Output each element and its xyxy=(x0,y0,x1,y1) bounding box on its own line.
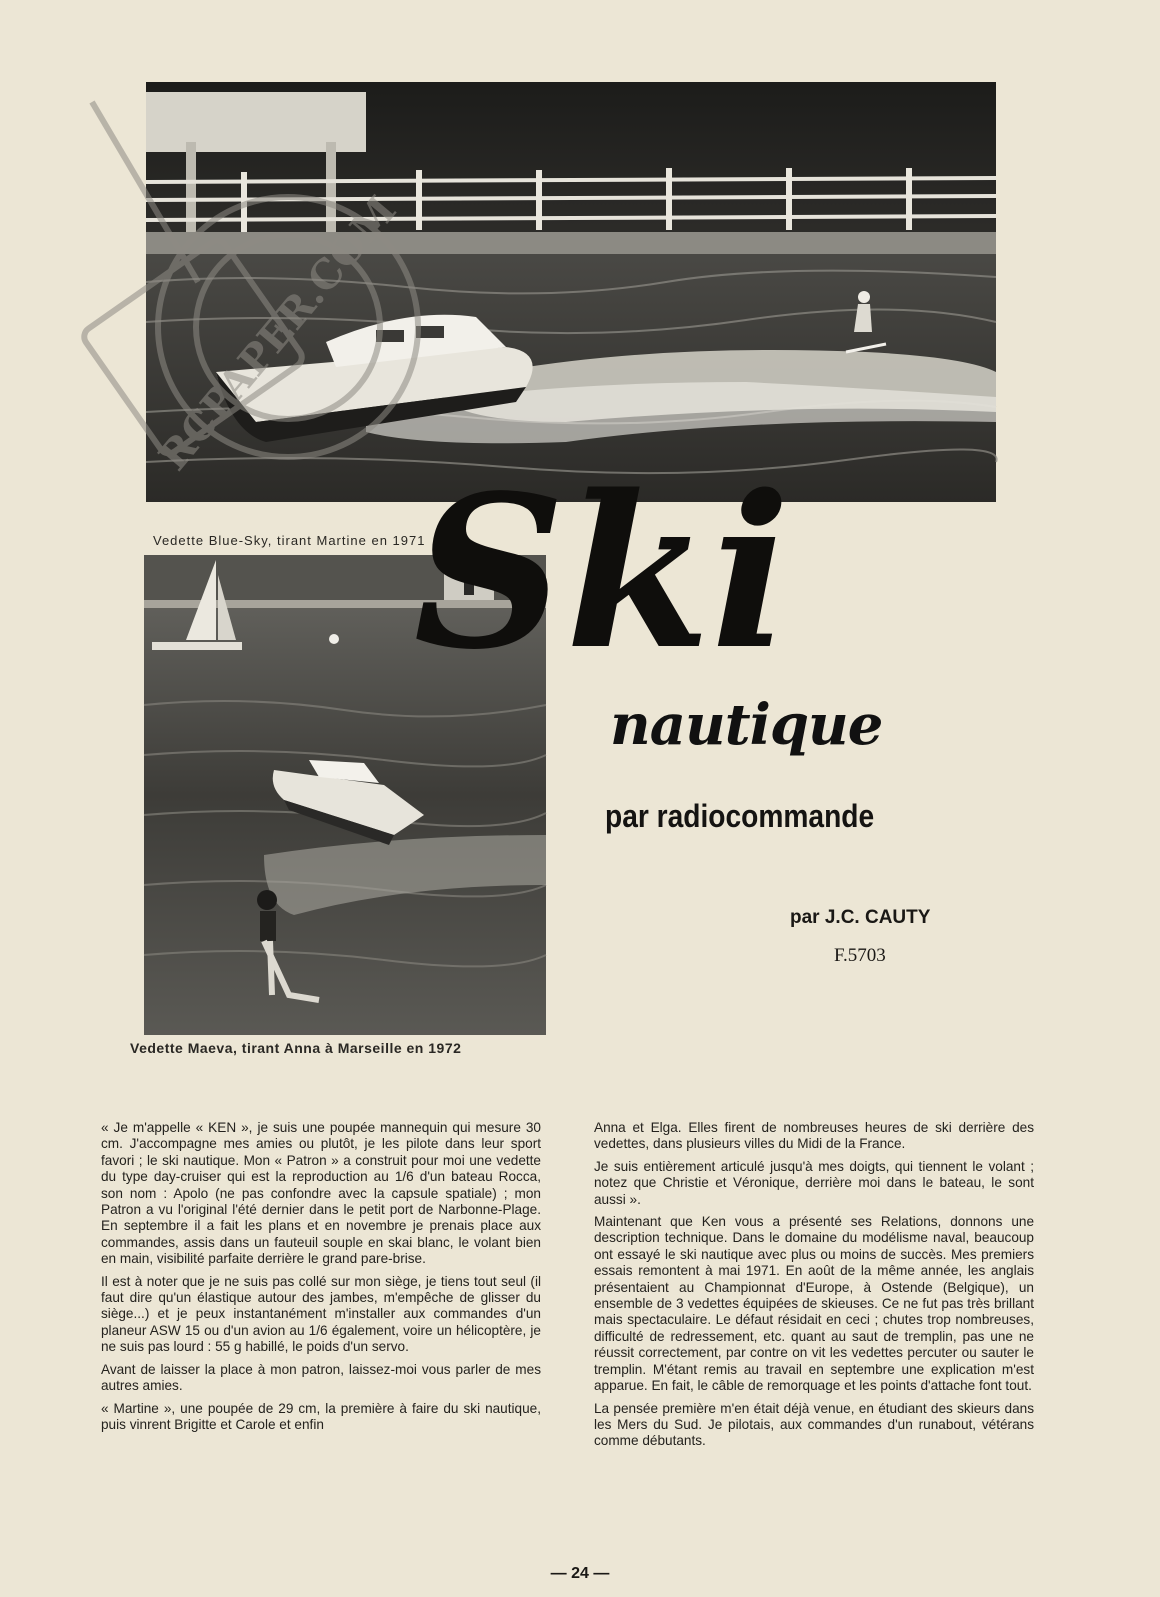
watermark-text: RCPAPER.COM xyxy=(149,187,406,480)
paragraph: « Je m'appelle « KEN », je suis une poupée mannequin qui mesure 30 cm. J'accompagne mes amies ou plutôt, je les pilote dans leur sport favori ; le ski nautique. Mon « Patron » a construit pour moi une vedette du type day-cruiser qui est la reproduction au 1/6 d'un bateau Rocca, son nom : Apolo (ne pas confondre avec la capsule spatiale) ; mon Patron a vu l'original l'été dernier dans le petit port de Narbonne-Plage. En septembre il a fait les plans et en novembre je prenais place aux commandes, assis dans un fauteuil souple en skai blanc, le volant bien en main, visibilité parfaite derrière le grand pare-brise. xyxy=(101,1120,541,1267)
paragraph: « Martine », une poupée de 29 cm, la première à faire du ski nautique, puis vinrent Brigitte et Carole et enfin xyxy=(101,1400,541,1432)
photo-caption-top: Vedette Blue-Sky, tirant Martine en 1971 xyxy=(153,533,426,548)
author-name: par J.C. CAUTY xyxy=(790,907,931,928)
paragraph: Je suis entièrement articulé jusqu'à mes doigts, qui tiennent le volant ; notez que Christie et Véronique, derrière moi dans le bateau, le sont aussi ». xyxy=(594,1158,1034,1207)
paragraph: La pensée première m'en était déjà venue, en étudiant des skieurs dans les Mers du Sud. Je pilotais, aux commandes d'un runabout, vétérans comme débutants. xyxy=(594,1400,1034,1449)
body-column-left xyxy=(101,1120,541,1439)
paragraph: Anna et Elga. Elles firent de nombreuses heures de ski derrière des vedettes, dans plusieurs villes du Midi de la France. xyxy=(594,1120,1034,1152)
author-id: F.5703 xyxy=(834,945,886,966)
page-number: — 24 — xyxy=(550,1565,610,1582)
title-ski xyxy=(413,446,791,696)
paragraph: Il est à noter que je ne suis pas collé sur mon siège, je tiens tout seul (il faut dire qu'un élastique autour des jambes, m'empêche de glisser du siège...) et je peux instantanément m'installer aux commandes d'un planeur ASW 15 ou d'un avion au 1/6 également, voire un hélicoptère, je ne suis pas lourd : 55 g habillé, le poids d'un servo. xyxy=(101,1273,541,1355)
paragraph: Maintenant que Ken vous a présenté ses Relations, donnons une description technique. Dans le domaine du modélisme naval, beaucoup ont essayé le ski nautique avec plus ou moins de succès. Mes premiers essais remontent à mai 1971. En août de la même année, les anglais présentaient au Championnat d'Europe, à Ostende (Belgique), un ensemble de 3 vedettes équipées de skieuses. Ce ne fut pas très brillant mais spectaculaire. Le défaut résidait en ceci ; chutes trop nombreuses, difficulté de redressement, etc. quant au saut de tremplin, pas une ne réussit correctement, par contre on vit les vedettes percuter ou sauter le tremplin. M'étant remis au travail en septembre une explication m'est apparue. En fait, le câble de remorquage et les points d'attache font tout. xyxy=(594,1214,1034,1394)
title-nautique: nautique xyxy=(610,692,883,758)
paragraph: Avant de laisser la place à mon patron, laissez-moi vous parler de mes autres amies. xyxy=(101,1361,541,1394)
photo-caption-bottom: Vedette Maeva, tirant Anna à Marseille en 1972 xyxy=(130,1040,462,1056)
title-subtitle: par radiocommande xyxy=(605,798,875,834)
body-column-right xyxy=(594,1120,1034,1456)
title-ski-text: Ski xyxy=(413,449,791,696)
